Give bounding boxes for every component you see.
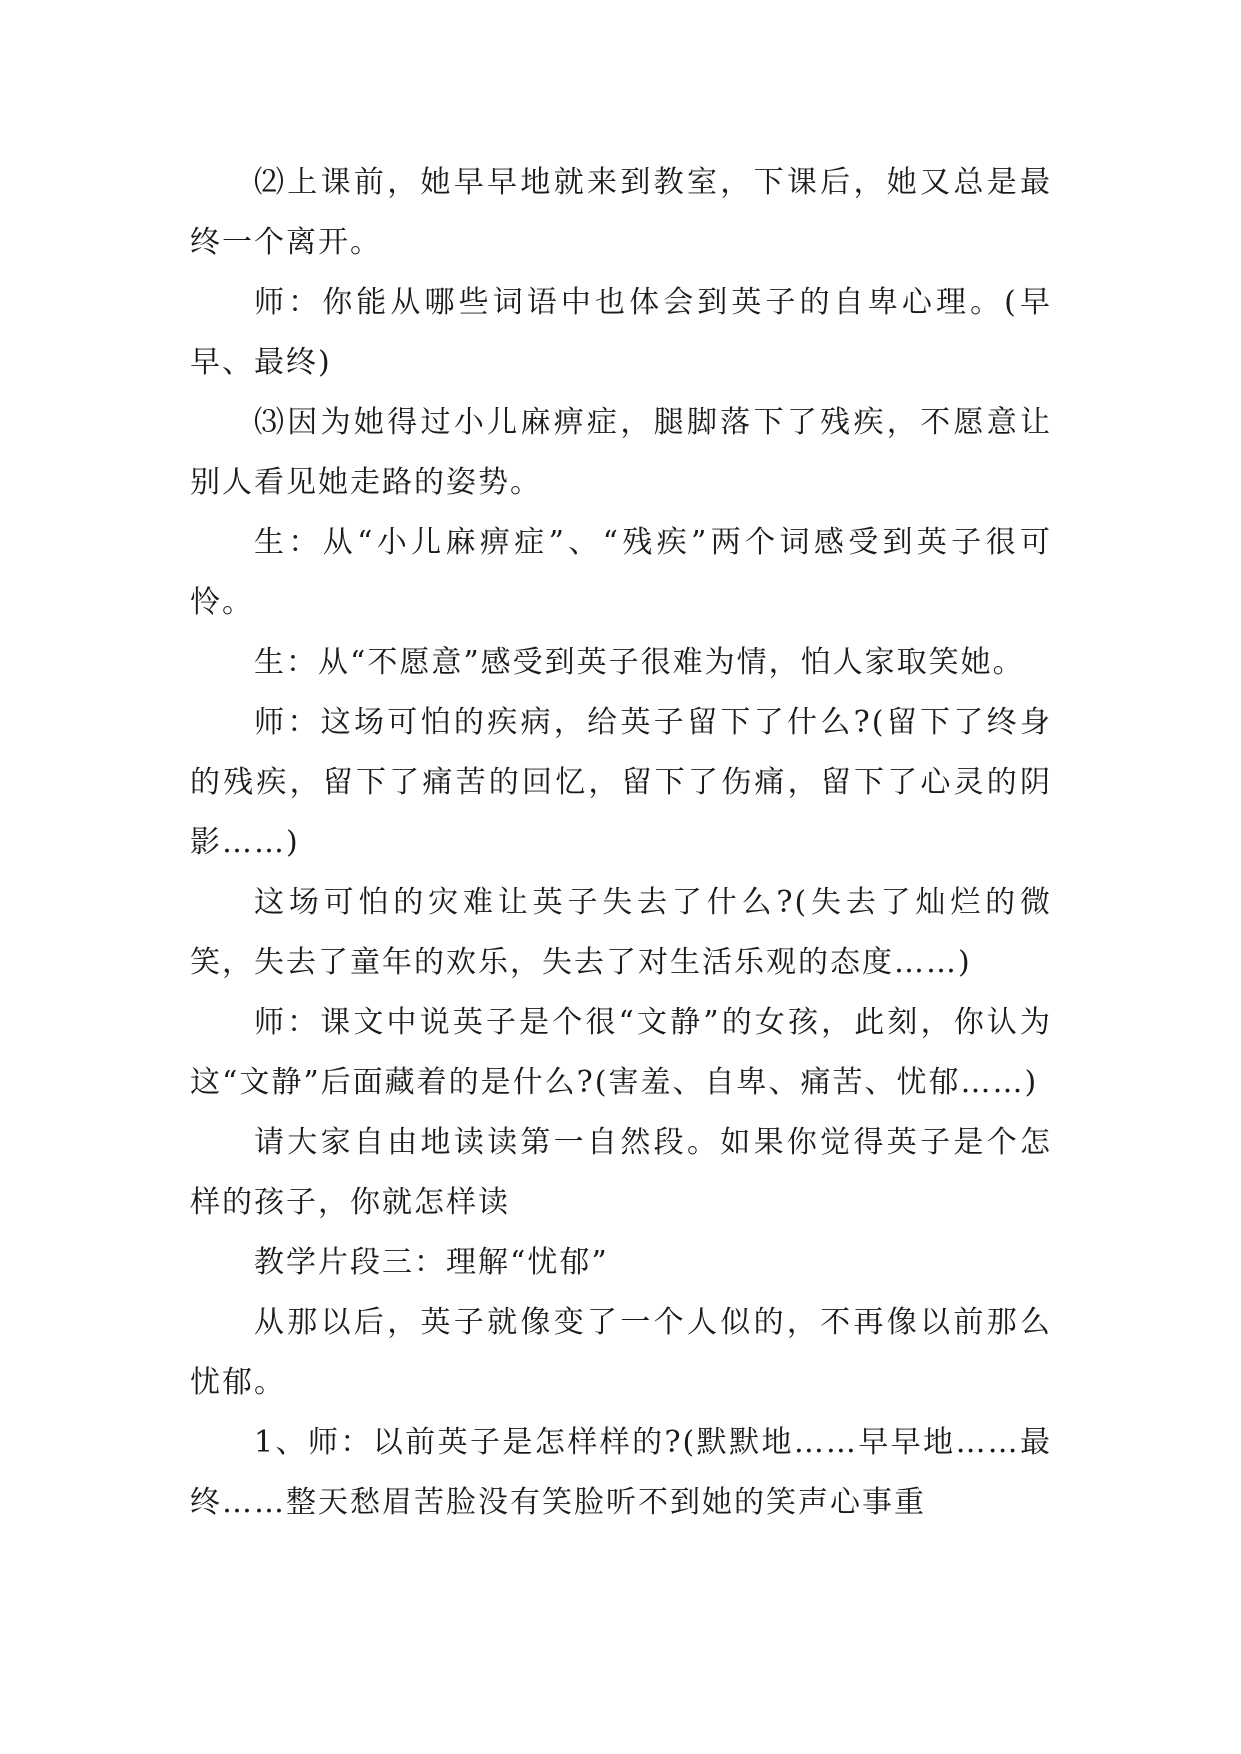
paragraph: 从那以后，英子就像变了一个人似的，不再像以前那么忧郁。 (190, 1305, 1052, 1400)
paragraph: 这场可怕的灾难让英子失去了什么?(失去了灿烂的微笑，失去了童年的欢乐，失去了对生活乐观的态度……) (190, 885, 1052, 980)
paragraph: ⑶因为她得过小儿麻痹症，腿脚落下了残疾，不愿意让别人看见她走路的姿势。 (190, 405, 1052, 500)
paragraph: 师：这场可怕的疾病，给英子留下了什么?(留下了终身的残疾，留下了痛苦的回忆，留下了伤痛，留下了心灵的阴影……) (190, 705, 1052, 860)
paragraph: 1、师：以前英子是怎样样的?(默默地……早早地……最终……整天愁眉苦脸没有笑脸听不到她的笑声心事重 (190, 1425, 1052, 1520)
paragraph: 生：从“不愿意”感受到英子很难为情，怕人家取笑她。 (254, 645, 1025, 680)
section-heading: 教学片段三：理解“忧郁” (254, 1245, 609, 1280)
paragraph: 师：你能从哪些词语中也体会到英子的自卑心理。(早早、最终) (190, 285, 1052, 380)
paragraph: 请大家自由地读读第一自然段。如果你觉得英子是个怎样的孩子，你就怎样读 (190, 1125, 1052, 1220)
paragraph: 生：从“小儿麻痹症”、“残疾”两个词感受到英子很可怜。 (190, 525, 1052, 620)
document-body (190, 153, 1052, 1533)
paragraph: ⑵上课前，她早早地就来到教室，下课后，她又总是最终一个离开。 (190, 165, 1052, 260)
paragraph: 师：课文中说英子是个很“文静”的女孩，此刻，你认为这“文静”后面藏着的是什么?(害羞、自卑、痛苦、忧郁……) (190, 1005, 1052, 1100)
